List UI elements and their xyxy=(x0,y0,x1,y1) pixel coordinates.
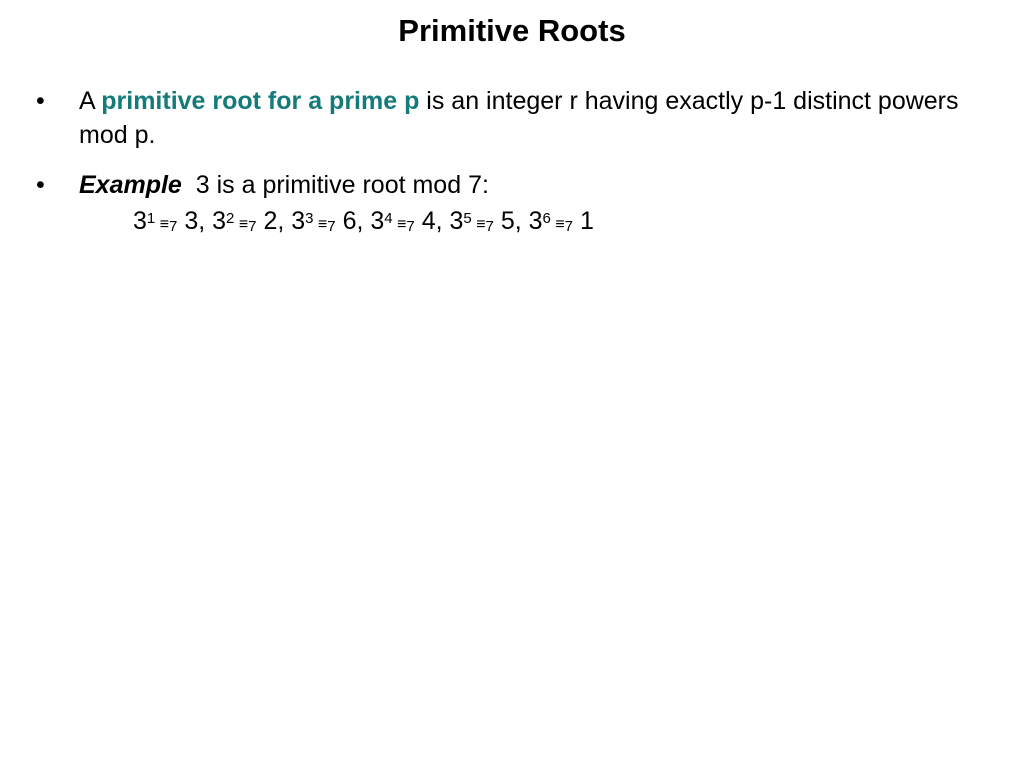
example-label: Example xyxy=(79,171,182,199)
formula-modulus: 7 xyxy=(485,218,494,235)
formula-result: 4, xyxy=(414,207,450,235)
highlighted-term: primitive root for a prime p xyxy=(101,87,420,115)
powers-formula xyxy=(133,204,1024,242)
congruence-symbol: ≡ xyxy=(155,216,170,233)
bullet-list xyxy=(0,84,1024,242)
formula-exponent: 4 xyxy=(384,210,393,227)
example-text: 3 is a primitive root mod 7: xyxy=(195,171,489,199)
formula-term xyxy=(212,207,291,235)
bullet-marker: • xyxy=(36,171,45,199)
formula-term xyxy=(450,207,529,235)
formula-result: 2, xyxy=(256,207,292,235)
formula-exponent: 6 xyxy=(542,210,551,227)
definition-text: is an integer r having exactly p-1 distinct powers mod p. xyxy=(79,87,959,149)
congruence-symbol: ≡ xyxy=(313,216,328,233)
formula-modulus: 7 xyxy=(248,218,257,235)
formula-modulus: 7 xyxy=(327,218,336,235)
formula-modulus: 7 xyxy=(564,218,573,235)
formula-modulus: 7 xyxy=(406,218,415,235)
formula-exponent: 1 xyxy=(146,210,156,227)
formula-term xyxy=(370,207,449,235)
formula-exponent: 3 xyxy=(305,210,314,227)
formula-base: 3 xyxy=(133,207,147,235)
congruence-symbol: ≡ xyxy=(471,216,486,233)
definition-prefix: A xyxy=(79,87,102,115)
slide-title: Primitive Roots xyxy=(398,13,626,48)
formula-result: 1 xyxy=(573,207,594,235)
congruence-symbol: ≡ xyxy=(234,216,249,233)
formula-exponent: 2 xyxy=(226,210,235,227)
bullet-example xyxy=(0,168,1024,202)
bullet-definition xyxy=(0,84,1024,152)
formula-result: 6, xyxy=(335,207,371,235)
formula-base: 3 xyxy=(291,207,306,235)
congruence-symbol: ≡ xyxy=(550,216,565,233)
formula-base: 3 xyxy=(212,207,227,235)
formula-modulus: 7 xyxy=(169,218,178,235)
bullet-body xyxy=(79,168,994,202)
formula-term xyxy=(133,207,212,235)
bullet-marker: • xyxy=(36,87,45,115)
bullet-body xyxy=(79,84,994,152)
formula-base: 3 xyxy=(449,207,464,235)
congruence-symbol: ≡ xyxy=(392,216,407,233)
formula-result: 3, xyxy=(177,207,213,235)
formula-term xyxy=(291,207,370,235)
formula-result: 5, xyxy=(493,207,529,235)
formula-exponent: 5 xyxy=(463,210,472,227)
formula-base: 3 xyxy=(528,207,543,235)
formula-base: 3 xyxy=(370,207,385,235)
formula-term xyxy=(529,207,594,235)
